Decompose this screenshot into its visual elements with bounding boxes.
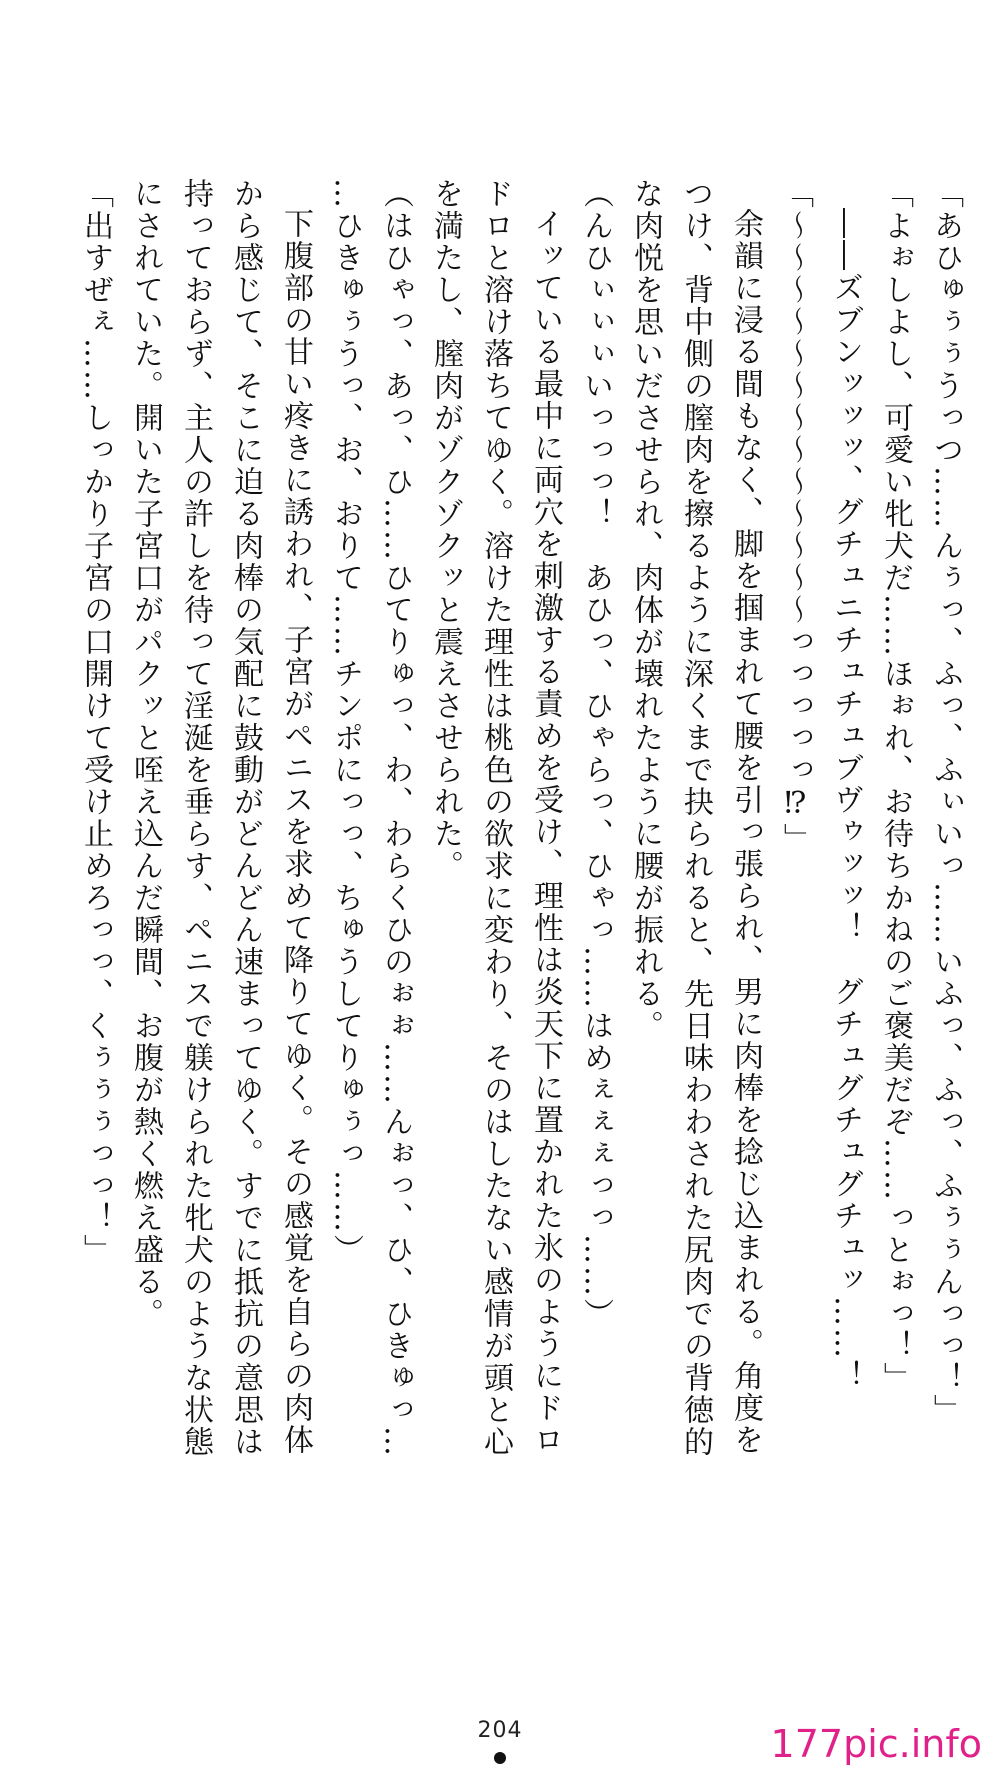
text-line: 余韻に浸る間もなく、脚を掴まれて腰を引っ張られ、男に肉棒を捻じ込まれる。角度を	[728, 208, 763, 1456]
text-line: を満たし、膣肉がゾクゾクッと震えさせられた。	[428, 178, 463, 882]
text-line: 持っておらず、主人の許しを待って淫涎を垂らす、ペニスで躾けられた牝犬のような状態	[178, 178, 213, 1458]
watermark: 177pic.info	[770, 1722, 982, 1766]
text-line: （はひゃっ、あっ、ひ……ひてりゅっ、わ、わらくひのぉぉ……んぉっ、ひ、ひきゅっ…	[378, 178, 413, 1458]
text-line: から感じて、そこに迫る肉棒の気配に鼓動がどんどん速まってゆく。すでに抵抗の意思は	[228, 178, 263, 1458]
text-line: つけ、背中側の膣肉を擦るように深くまで抉られると、先日味わわされた尻肉での背徳的	[678, 178, 713, 1458]
text-line: 「あひゅぅぅうっつ……んぅっ、ふっ、ふぃいっ……いふっ、ふっ、ふぅぅんっっ！」	[928, 178, 963, 1426]
text-line: 「出すぜぇ……しっかり子宮の口開けて受け止めろっっ、くぅぅぅっっ！」	[78, 178, 113, 1266]
text-line: ――ズブンッッッ、グチュニチュチュブヴゥッッ！ グチュグチュグチュッ……！	[828, 208, 863, 1392]
vertical-text-body	[70, 178, 970, 1488]
text-line: な肉悦を思いださせられ、肉体が壊れたように腰が振れる。	[628, 178, 663, 1042]
page-dot-ornament	[494, 1752, 506, 1764]
text-line: ドロと溶け落ちてゆく。溶けた理性は桃色の欲求に変わり、そのはしたない感情が頭と心	[478, 178, 513, 1458]
page-number: 204	[477, 1718, 523, 1743]
text-line: イッている最中に両穴を刺激する責めを受け、理性は炎天下に置かれた氷のようにドロ	[528, 208, 563, 1456]
text-line: （んひぃぃぃいっっっ！ あひっ、ひゃらっ、ひゃっ……はめぇぇぇっっ……）	[578, 178, 613, 1330]
text-line: 「よぉしよし、可愛い牝犬だ……ほぉれ、お待ちかねのご褒美だぞ……っとぉっ！」	[878, 178, 913, 1394]
text-line: 「〜〜〜〜〜〜〜〜〜〜〜〜〜っっっっっ⁉︎」	[778, 178, 813, 855]
text-line: にされていた。開いた子宮口がパクッと咥え込んだ瞬間、お腹が熱く燃え盛る。	[128, 178, 163, 1330]
text-line: 下腹部の甘い疼きに誘われ、子宮がペニスを求めて降りてゆく。その感覚を自らの肉体	[278, 208, 313, 1456]
text-line: …ひきゅぅうっ、お、おりて……チンポにっっ、ちゅうしてりゅぅっ……）	[328, 178, 363, 1266]
